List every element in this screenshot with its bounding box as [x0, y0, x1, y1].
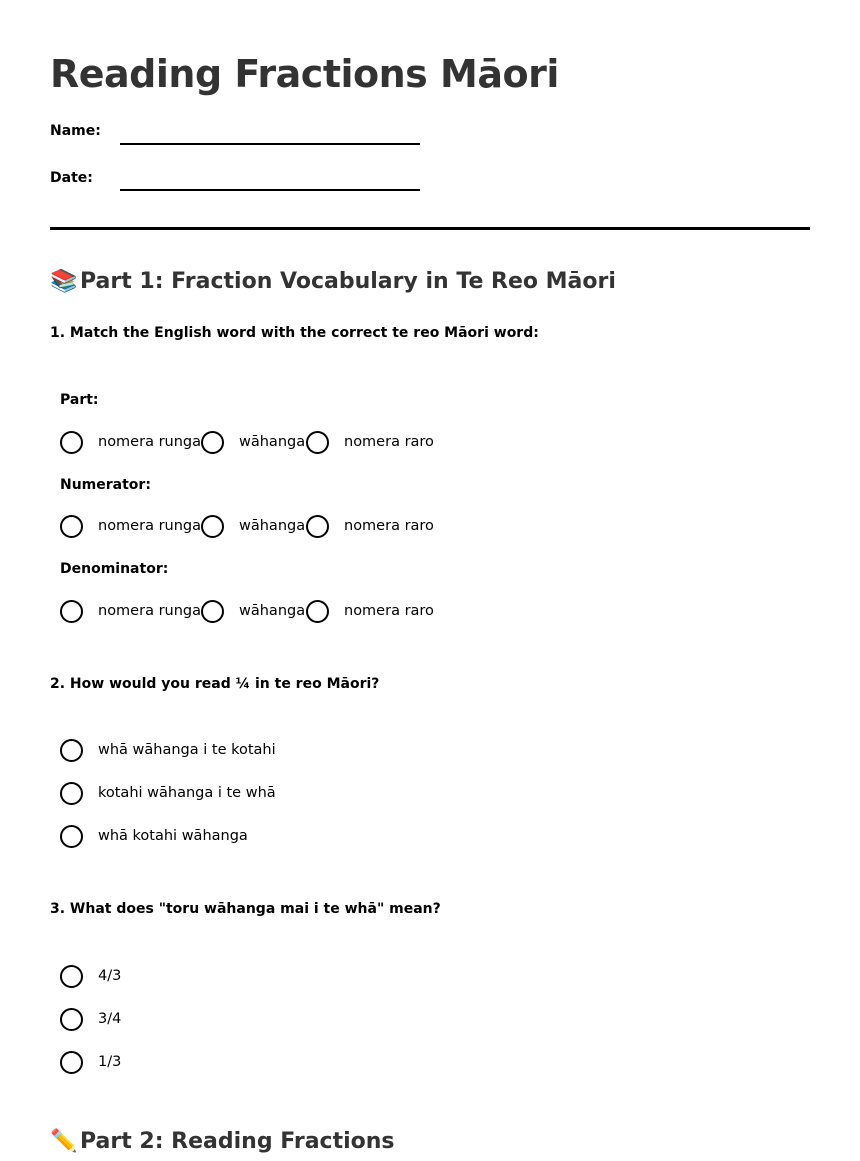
name-label: Name:: [50, 123, 101, 139]
radio-button[interactable]: [306, 600, 329, 623]
q3-option-1[interactable]: [60, 964, 121, 988]
option-label: nomera raro: [344, 603, 434, 619]
radio-button[interactable]: [306, 515, 329, 538]
q1-item-denominator-label: Denominator:: [60, 561, 169, 577]
option-label: nomera runga: [98, 603, 201, 619]
date-field[interactable]: [120, 189, 420, 191]
q2-option-2[interactable]: [60, 781, 276, 805]
q1-numerator-option-1[interactable]: [60, 515, 201, 538]
option-label: whā wāhanga i te kotahi: [98, 742, 276, 758]
page-title: Reading Fractions Māori: [50, 52, 559, 96]
radio-button[interactable]: [201, 431, 224, 454]
question-2: 2. How would you read ¼ in te reo Māori?: [50, 676, 380, 692]
option-label: nomera runga: [98, 518, 201, 534]
option-label: wāhanga: [239, 518, 306, 534]
q1-item-part-label: Part:: [60, 392, 99, 408]
radio-button[interactable]: [60, 965, 83, 988]
q1-denominator-option-1[interactable]: [60, 600, 201, 623]
radio-button[interactable]: [306, 431, 329, 454]
q1-numerator-option-2[interactable]: [201, 515, 306, 538]
q1-numerator-option-3[interactable]: [306, 515, 434, 538]
option-label: nomera raro: [344, 518, 434, 534]
radio-button[interactable]: [60, 600, 83, 623]
q1-denominator-option-3[interactable]: [306, 600, 434, 623]
q2-option-3[interactable]: [60, 824, 248, 848]
option-label: wāhanga: [239, 434, 306, 450]
radio-button[interactable]: [201, 600, 224, 623]
option-label: wāhanga: [239, 603, 306, 619]
part1-heading-text: Part 1: Fraction Vocabulary in Te Reo Māori: [80, 269, 616, 294]
q1-denominator-option-2[interactable]: [201, 600, 306, 623]
option-label: nomera runga: [98, 434, 201, 450]
option-label: kotahi wāhanga i te whā: [98, 785, 276, 801]
q3-option-3[interactable]: [60, 1050, 121, 1074]
option-label: 3/4: [98, 1011, 122, 1027]
option-label: 1/3: [98, 1054, 122, 1070]
q1-item-part-options: [60, 430, 434, 454]
radio-button[interactable]: [60, 1051, 83, 1074]
books-icon: 📚: [50, 269, 78, 294]
q1-item-denominator-options: [60, 599, 434, 623]
radio-button[interactable]: [60, 782, 83, 805]
q1-part-option-3[interactable]: [306, 431, 434, 454]
radio-button[interactable]: [60, 1008, 83, 1031]
radio-button[interactable]: [60, 515, 83, 538]
divider: [50, 227, 810, 230]
option-label: nomera raro: [344, 434, 434, 450]
q1-part-option-2[interactable]: [201, 431, 306, 454]
part1-heading: [50, 268, 616, 296]
name-field[interactable]: [120, 143, 420, 145]
q1-item-numerator-options: [60, 514, 434, 538]
question-3: 3. What does "toru wāhanga mai i te whā" mean?: [50, 901, 441, 917]
radio-button[interactable]: [60, 825, 83, 848]
option-label: whā kotahi wāhanga: [98, 828, 248, 844]
radio-button[interactable]: [201, 515, 224, 538]
radio-button[interactable]: [60, 739, 83, 762]
radio-button[interactable]: [60, 431, 83, 454]
option-label: 4/3: [98, 968, 122, 984]
part2-heading-text: Part 2: Reading Fractions: [80, 1129, 395, 1154]
pencil-icon: ✏️: [50, 1129, 78, 1154]
date-label: Date:: [50, 170, 93, 186]
q2-option-1[interactable]: [60, 738, 276, 762]
q3-option-2[interactable]: [60, 1007, 121, 1031]
q1-part-option-1[interactable]: [60, 431, 201, 454]
part2-heading: [50, 1128, 395, 1156]
question-1: 1. Match the English word with the correct te reo Māori word:: [50, 325, 539, 341]
q1-item-numerator-label: Numerator:: [60, 477, 151, 493]
